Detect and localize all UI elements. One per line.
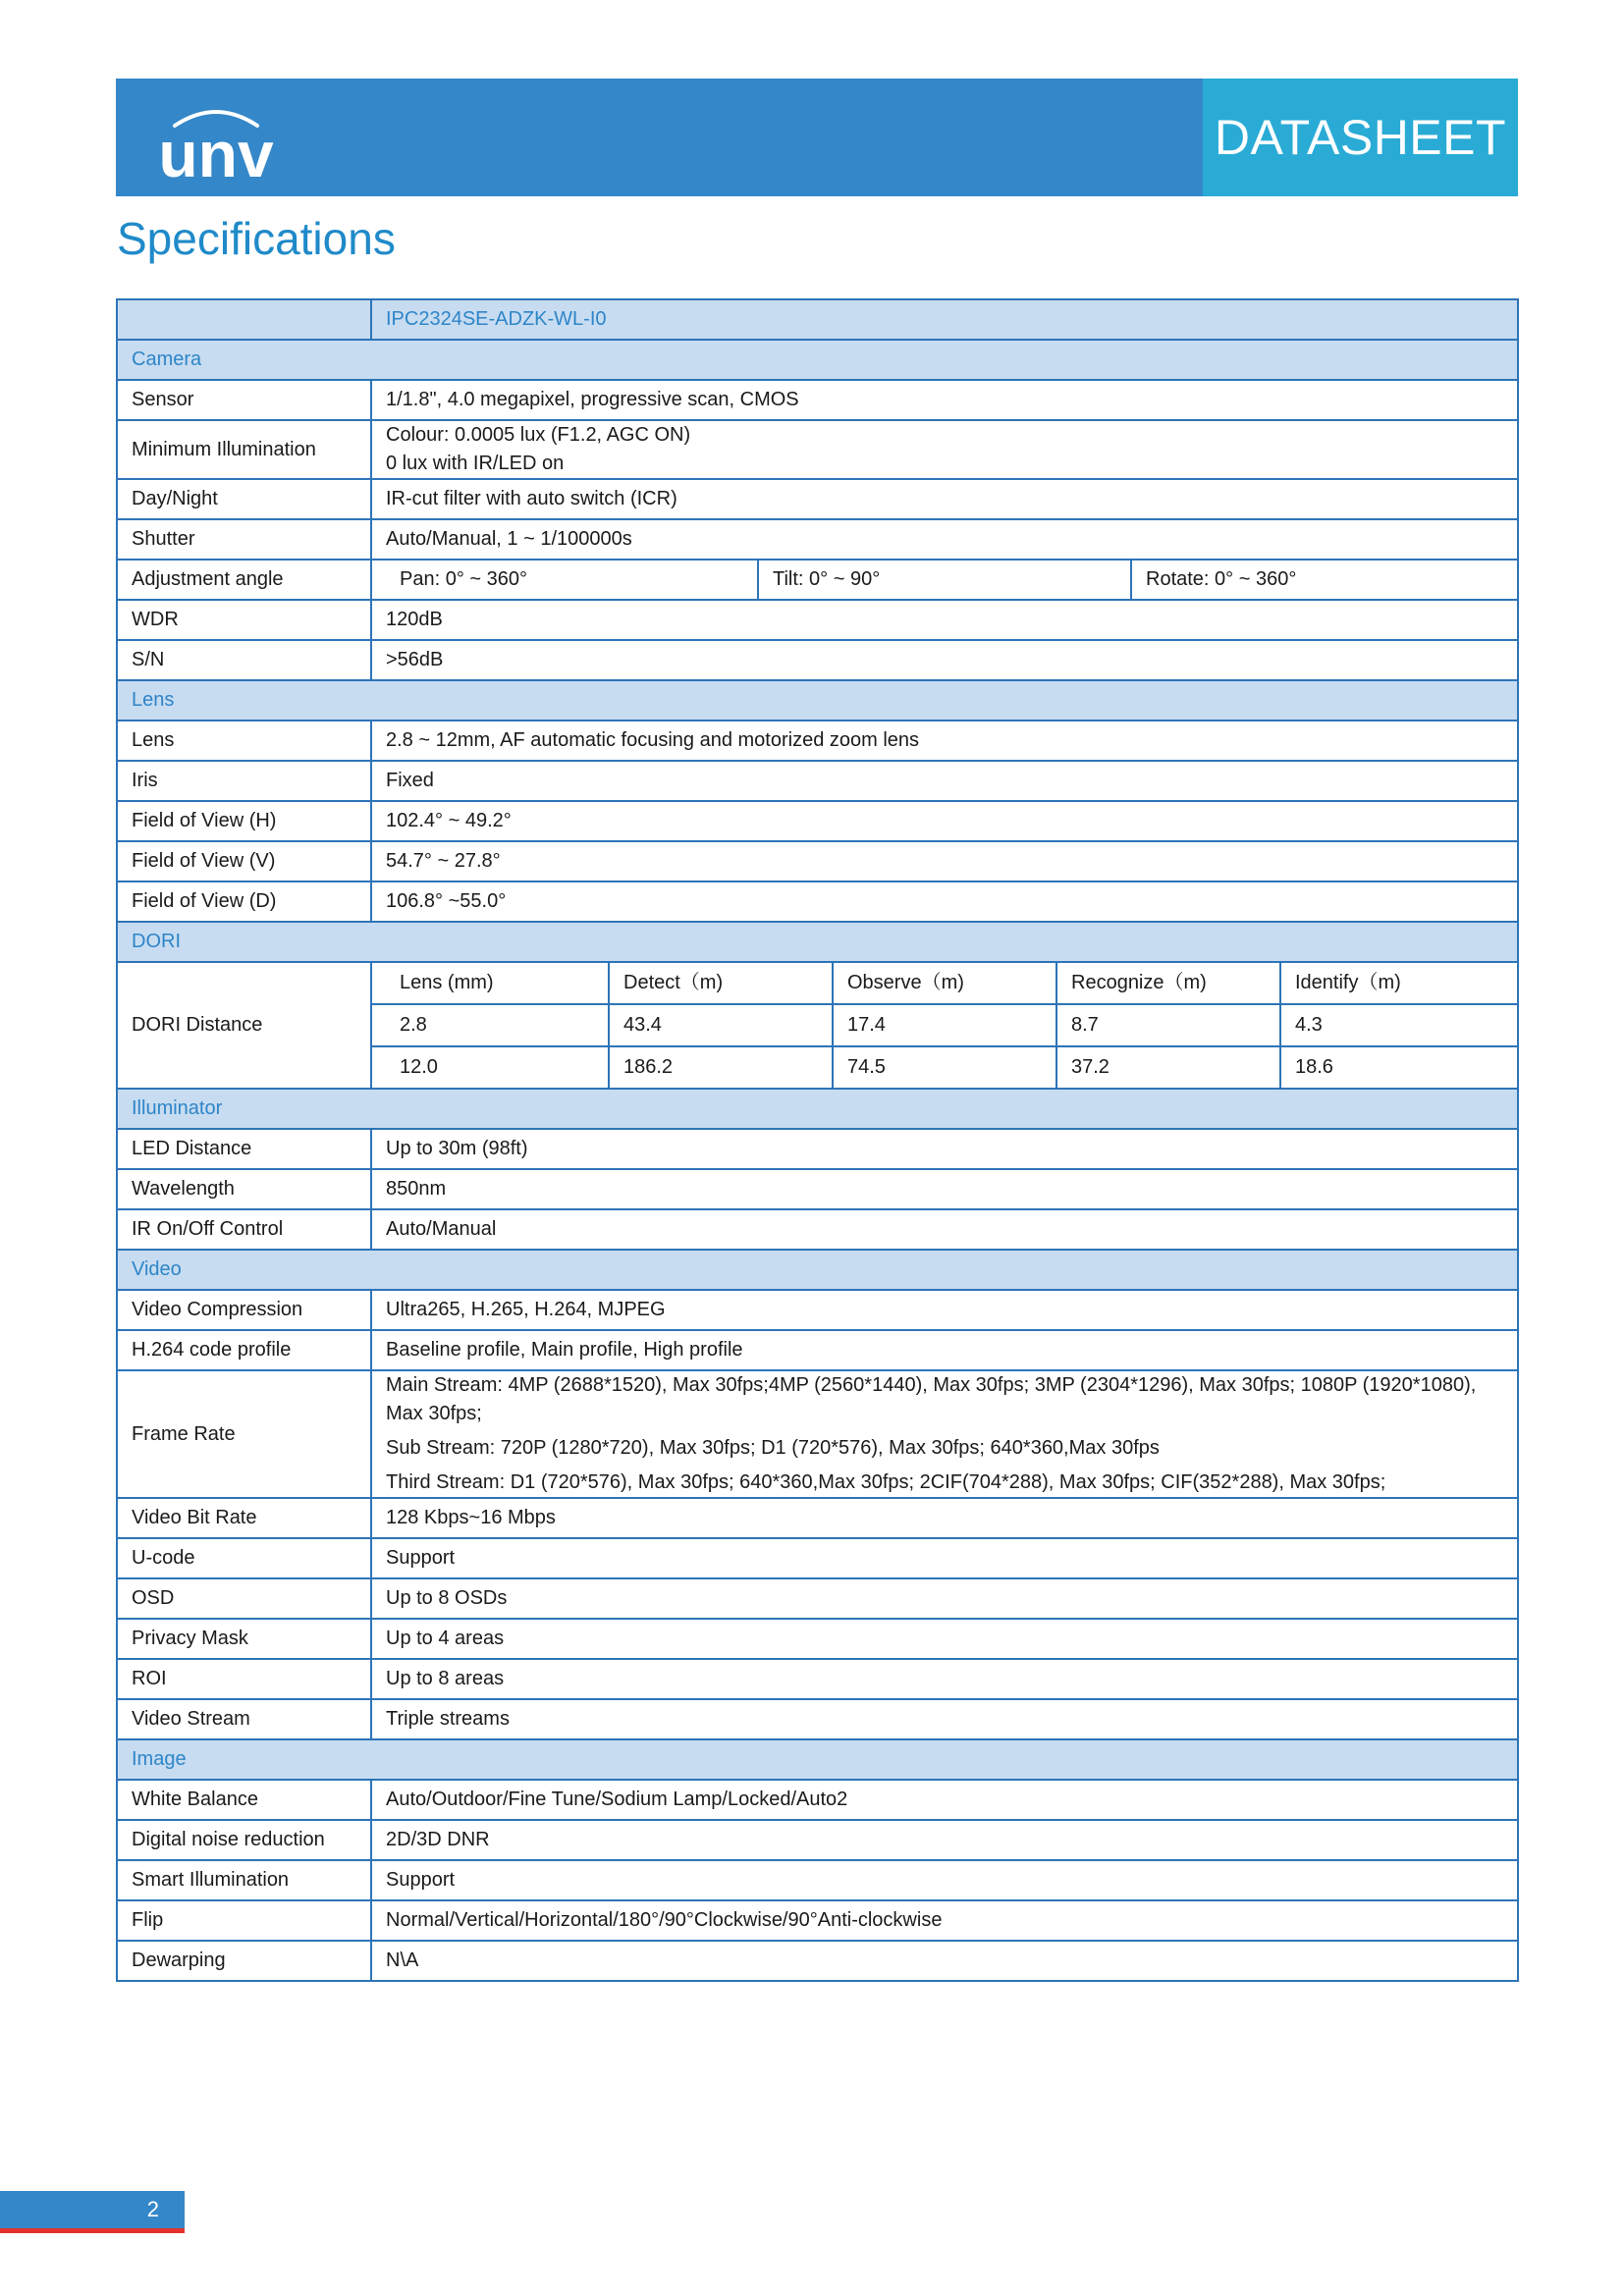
row-value: 1/1.8", 4.0 megapixel, progressive scan, CMOS <box>371 380 1518 420</box>
svg-text:unv: unv <box>158 118 274 187</box>
row-label: Privacy Mask <box>117 1619 371 1659</box>
table-row <box>117 640 1518 680</box>
pan-value: Pan: 0° ~ 360° <box>400 568 527 590</box>
row-value: Ultra265, H.265, H.264, MJPEG <box>371 1290 1518 1330</box>
row-label: Dewarping <box>117 1941 371 1981</box>
row-value: Colour: 0.0005 lux (F1.2, AGC ON) 0 lux with IR/LED on <box>371 420 1518 479</box>
row-value: 120dB <box>371 600 1518 640</box>
row-label: Flip <box>117 1900 371 1941</box>
table-row <box>117 881 1518 922</box>
dori-cell: 12.0 <box>400 1056 438 1078</box>
row-value: Fixed <box>371 761 1518 801</box>
dori-cell: 8.7 <box>1056 1005 1279 1045</box>
dori-cell: 74.5 <box>832 1047 1056 1088</box>
dori-cell: 4.3 <box>1279 1005 1503 1045</box>
table-row <box>117 1659 1518 1699</box>
row-label: LED Distance <box>117 1129 371 1169</box>
row-value: IR-cut filter with auto switch (ICR) <box>371 479 1518 519</box>
table-row <box>117 560 1518 600</box>
table-row <box>117 380 1518 420</box>
dori-header-row <box>117 962 1518 1004</box>
dori-header: Observe（m) <box>832 963 1056 1003</box>
row-value <box>371 560 1518 600</box>
table-row <box>117 1169 1518 1209</box>
section-header: Camera <box>117 340 1518 380</box>
row-label: DORI Distance <box>117 962 371 1089</box>
row-value: Auto/Outdoor/Fine Tune/Sodium Lamp/Locked/Auto2 <box>371 1780 1518 1820</box>
row-value: 850nm <box>371 1169 1518 1209</box>
row-label: Adjustment angle <box>117 560 371 600</box>
row-value: Auto/Manual <box>371 1209 1518 1250</box>
dori-header: Recognize（m) <box>1056 963 1279 1003</box>
dori-cell: 2.8 <box>400 1014 427 1036</box>
row-value: Support <box>371 1860 1518 1900</box>
table-row <box>117 420 1518 479</box>
row-value: 128 Kbps~16 Mbps <box>371 1498 1518 1538</box>
row-value: 2D/3D DNR <box>371 1820 1518 1860</box>
dori-cell: 18.6 <box>1279 1047 1503 1088</box>
table-row <box>117 1330 1518 1370</box>
table-row <box>117 1290 1518 1330</box>
section-header: DORI <box>117 922 1518 962</box>
row-label: U-code <box>117 1538 371 1578</box>
row-value: Triple streams <box>371 1699 1518 1739</box>
table-row <box>117 841 1518 881</box>
row-value: Up to 8 OSDs <box>371 1578 1518 1619</box>
table-row <box>117 479 1518 519</box>
table-row <box>117 1498 1518 1538</box>
section-header: Illuminator <box>117 1089 1518 1129</box>
row-value: Baseline profile, Main profile, High profile <box>371 1330 1518 1370</box>
row-value: 2.8 ~ 12mm, AF automatic focusing and motorized zoom lens <box>371 721 1518 761</box>
table-row <box>117 1941 1518 1981</box>
row-value: 54.7° ~ 27.8° <box>371 841 1518 881</box>
model-name: IPC2324SE-ADZK-WL-I0 <box>371 299 1518 340</box>
row-label: Minimum Illumination <box>117 420 371 479</box>
datasheet-badge: DATASHEET <box>1203 79 1518 196</box>
row-label: Frame Rate <box>117 1370 371 1498</box>
table-row <box>117 761 1518 801</box>
rotate-value: Rotate: 0° ~ 360° <box>1130 561 1503 599</box>
row-value: Auto/Manual, 1 ~ 1/100000s <box>371 519 1518 560</box>
section-header: Video <box>117 1250 1518 1290</box>
row-value: Up to 30m (98ft) <box>371 1129 1518 1169</box>
table-row <box>117 1578 1518 1619</box>
table-row <box>117 1209 1518 1250</box>
table-row <box>117 1370 1518 1498</box>
row-label: S/N <box>117 640 371 680</box>
model-row <box>117 299 1518 340</box>
table-row <box>117 519 1518 560</box>
table-row <box>117 1860 1518 1900</box>
row-label: IR On/Off Control <box>117 1209 371 1250</box>
page-number: 2 <box>0 2191 185 2228</box>
unv-logo <box>137 98 295 187</box>
table-row <box>117 801 1518 841</box>
row-label: Lens <box>117 721 371 761</box>
row-label: ROI <box>117 1659 371 1699</box>
row-label: OSD <box>117 1578 371 1619</box>
row-label: Field of View (V) <box>117 841 371 881</box>
dori-cell: 37.2 <box>1056 1047 1279 1088</box>
table-row <box>117 1900 1518 1941</box>
row-label: H.264 code profile <box>117 1330 371 1370</box>
row-label: Smart Illumination <box>117 1860 371 1900</box>
page-title: Specifications <box>117 213 396 264</box>
row-value: Up to 4 areas <box>371 1619 1518 1659</box>
section-header: Lens <box>117 680 1518 721</box>
dori-header: Detect（m) <box>608 963 832 1003</box>
row-label: Field of View (H) <box>117 801 371 841</box>
row-label: Field of View (D) <box>117 881 371 922</box>
row-value: N\A <box>371 1941 1518 1981</box>
row-label: Wavelength <box>117 1169 371 1209</box>
table-row <box>117 1538 1518 1578</box>
dori-cell: 186.2 <box>608 1047 832 1088</box>
row-value: Up to 8 areas <box>371 1659 1518 1699</box>
table-row <box>117 721 1518 761</box>
tilt-value: Tilt: 0° ~ 90° <box>757 561 1130 599</box>
row-label: Digital noise reduction <box>117 1820 371 1860</box>
row-label: Shutter <box>117 519 371 560</box>
row-label: Video Bit Rate <box>117 1498 371 1538</box>
row-value: 102.4° ~ 49.2° <box>371 801 1518 841</box>
dori-header: Lens (mm) <box>400 972 494 993</box>
row-label: Video Compression <box>117 1290 371 1330</box>
row-label: White Balance <box>117 1780 371 1820</box>
row-label: WDR <box>117 600 371 640</box>
dori-cell: 43.4 <box>608 1005 832 1045</box>
row-value: 106.8° ~55.0° <box>371 881 1518 922</box>
row-label: Day/Night <box>117 479 371 519</box>
table-row <box>117 1699 1518 1739</box>
table-row <box>117 1820 1518 1860</box>
row-label: Sensor <box>117 380 371 420</box>
table-row <box>117 1780 1518 1820</box>
dori-cell: 17.4 <box>832 1005 1056 1045</box>
spec-table <box>116 298 1519 1982</box>
row-value: Support <box>371 1538 1518 1578</box>
row-label: Video Stream <box>117 1699 371 1739</box>
header-bar <box>116 79 1518 196</box>
row-label: Iris <box>117 761 371 801</box>
row-value: >56dB <box>371 640 1518 680</box>
row-value: Main Stream: 4MP (2688*1520), Max 30fps;4MP (2560*1440), Max 30fps; 3MP (2304*1296), Max 30fps; 1080P (1920*1080), Max 30fps; Sub Stream: 720P (1280*720), Max 30fps; D1 (720*576), Max 30fps; 640*360,Max 30fps Third Stream: D1 (720*576), Max 30fps; 640*360,Max 30fps; 2CIF(704*288), Max 30fps; CIF(352*288), Max 30fps; <box>371 1370 1518 1498</box>
table-row <box>117 600 1518 640</box>
dori-header: Identify（m) <box>1279 963 1503 1003</box>
footer-accent-line <box>0 2228 185 2233</box>
table-row <box>117 1619 1518 1659</box>
row-value: Normal/Vertical/Horizontal/180°/90°Clockwise/90°Anti-clockwise <box>371 1900 1518 1941</box>
table-row <box>117 1129 1518 1169</box>
section-header: Image <box>117 1739 1518 1780</box>
